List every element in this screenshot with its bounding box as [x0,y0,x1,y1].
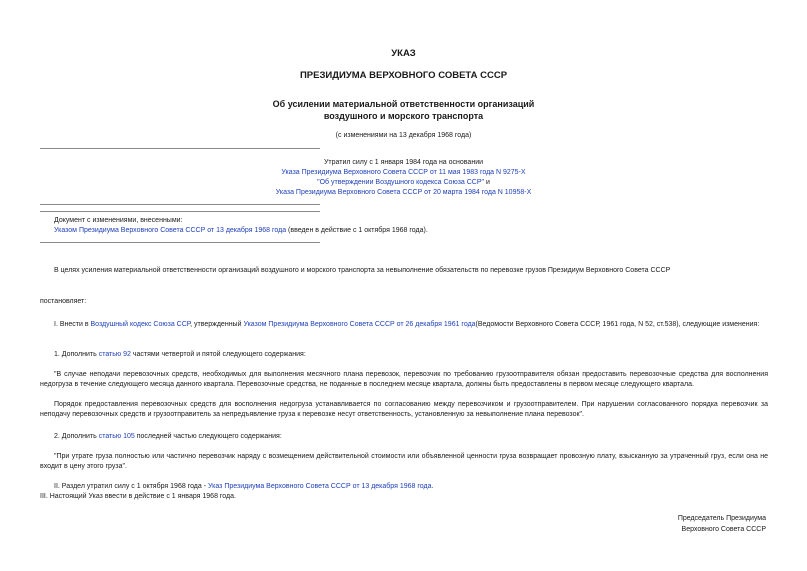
repeal-line-2 [0,168,807,178]
decree-1968-link[interactable]: Указ Президиума Верховного Совета СССР от 13 декабря 1968 года [208,483,432,490]
repeal-text: Утратил силу с 1 января 1984 года на основании [323,159,484,166]
section-1-text-c: (Ведомости Верховного Совета СССР, 1961 года, N 52, ст.538), следующие изменения: [475,321,760,328]
issuer-title: ПРЕЗИДИУМА ВЕРХОВНОГО СОВЕТА СССР [299,70,508,81]
repeal-line-4 [0,188,807,198]
quote-3: "При утрате груза полностью или частично перевозчик наряду с возмещением действительной стоимости или объявленной ценности груза возвращает провозную плату, взысканную за утраченный груз, если она не входит в цену этого груза". [40,453,768,470]
item-1-text-b: частями четвертой и пятой следующего содержания: [130,351,306,358]
changes-link[interactable]: Указом Президиума Верховного Совета СССР от 13 декабря 1968 года [54,227,287,234]
section-2-text-b: . [431,483,434,490]
repeal-link-1984[interactable]: Указа Президиума Верховного Совета СССР от 20 марта 1984 года N 10958-X [275,189,532,196]
article-105-link[interactable]: статью 105 [98,433,135,440]
changes-label: Документ с изменениями, внесенными: [54,217,183,224]
section-2 [54,482,433,492]
divider [40,148,320,149]
preamble: В целях усиления материальной ответственности организаций воздушного и морского транспорта за невыполнение обязательств по перевозке грузов Президиум Верховного Совета СССР [54,267,671,274]
section-1-text-a: I. Внести в [54,321,91,328]
repeal-link-1983[interactable]: Указа Президиума Верховного Совета СССР от 11 мая 1983 года N 9275-X [281,169,526,176]
signature-line-1: Председатель Президиума [677,515,766,522]
divider [40,204,320,205]
resolves: постановляет: [40,298,87,305]
section-3: III. Настоящий Указ ввести в действие с 1 января 1968 года. [40,493,236,500]
decree-1961-link[interactable]: Указом Президиума Верховного Совета СССР от 26 декабря 1961 года [243,321,476,328]
signature-line-2: Верховного Совета СССР [681,526,766,533]
section-2-text-a: II. Раздел утратил силу с 1 октября 1968 года - [54,483,209,490]
article-92-link[interactable]: статью 92 [98,351,131,358]
amended-note: (с изменениями на 13 декабря 1968 года) [335,132,472,139]
changes-suffix: (введен в действие с 1 октября 1968 года). [286,227,428,234]
changes-line [54,226,428,236]
repeal-and: и [484,179,490,186]
item-2-text-b: последней частью следующего содержания: [134,433,282,440]
quote-2: Порядок предоставления перевозочных средств для восполнения недогруза устанавливается по согласованию между перевозчиком и грузоотправителем. При нарушении согласованного порядка перевозчик за неподачу перевозочных средств и грузоотправитель за непредъявление груза к перевозке несут ответственность, установленную за невыполнение плана перевозок". [40,401,768,418]
air-code-1961-link[interactable]: Воздушный кодекс Союза ССР [90,321,191,328]
subject-line-1: Об усилении материальной ответственности организаций [272,99,535,109]
doc-type-title: УКАЗ [391,48,416,59]
item-1 [54,350,306,360]
section-1-text-b: , утвержденный [190,321,244,328]
item-2 [54,432,282,442]
item-2-text-a: 2. Дополнить [54,433,99,440]
air-code-link[interactable]: "Об утверждении Воздушного кодекса Союза ССР" [317,179,485,186]
item-1-text-a: 1. Дополнить [54,351,99,358]
section-1 [40,320,768,330]
divider [40,211,320,212]
quote-1: "В случае неподачи перевозочных средств, необходимых для выполнения месячного плана перевозок, перевозчик по требованию грузоотправителя обязан предоставить перевозочные средства для восполнения недогруза в течение следующего месяца данного квартала. Перевозочные средства, не поданные в последнем месяце квартала, должны быть предоставлены в первом месяце следующего квартала. [40,371,768,388]
subject-line-2: воздушного и морского транспорта [323,111,484,121]
repeal-line-3 [0,178,807,188]
divider [40,242,320,243]
